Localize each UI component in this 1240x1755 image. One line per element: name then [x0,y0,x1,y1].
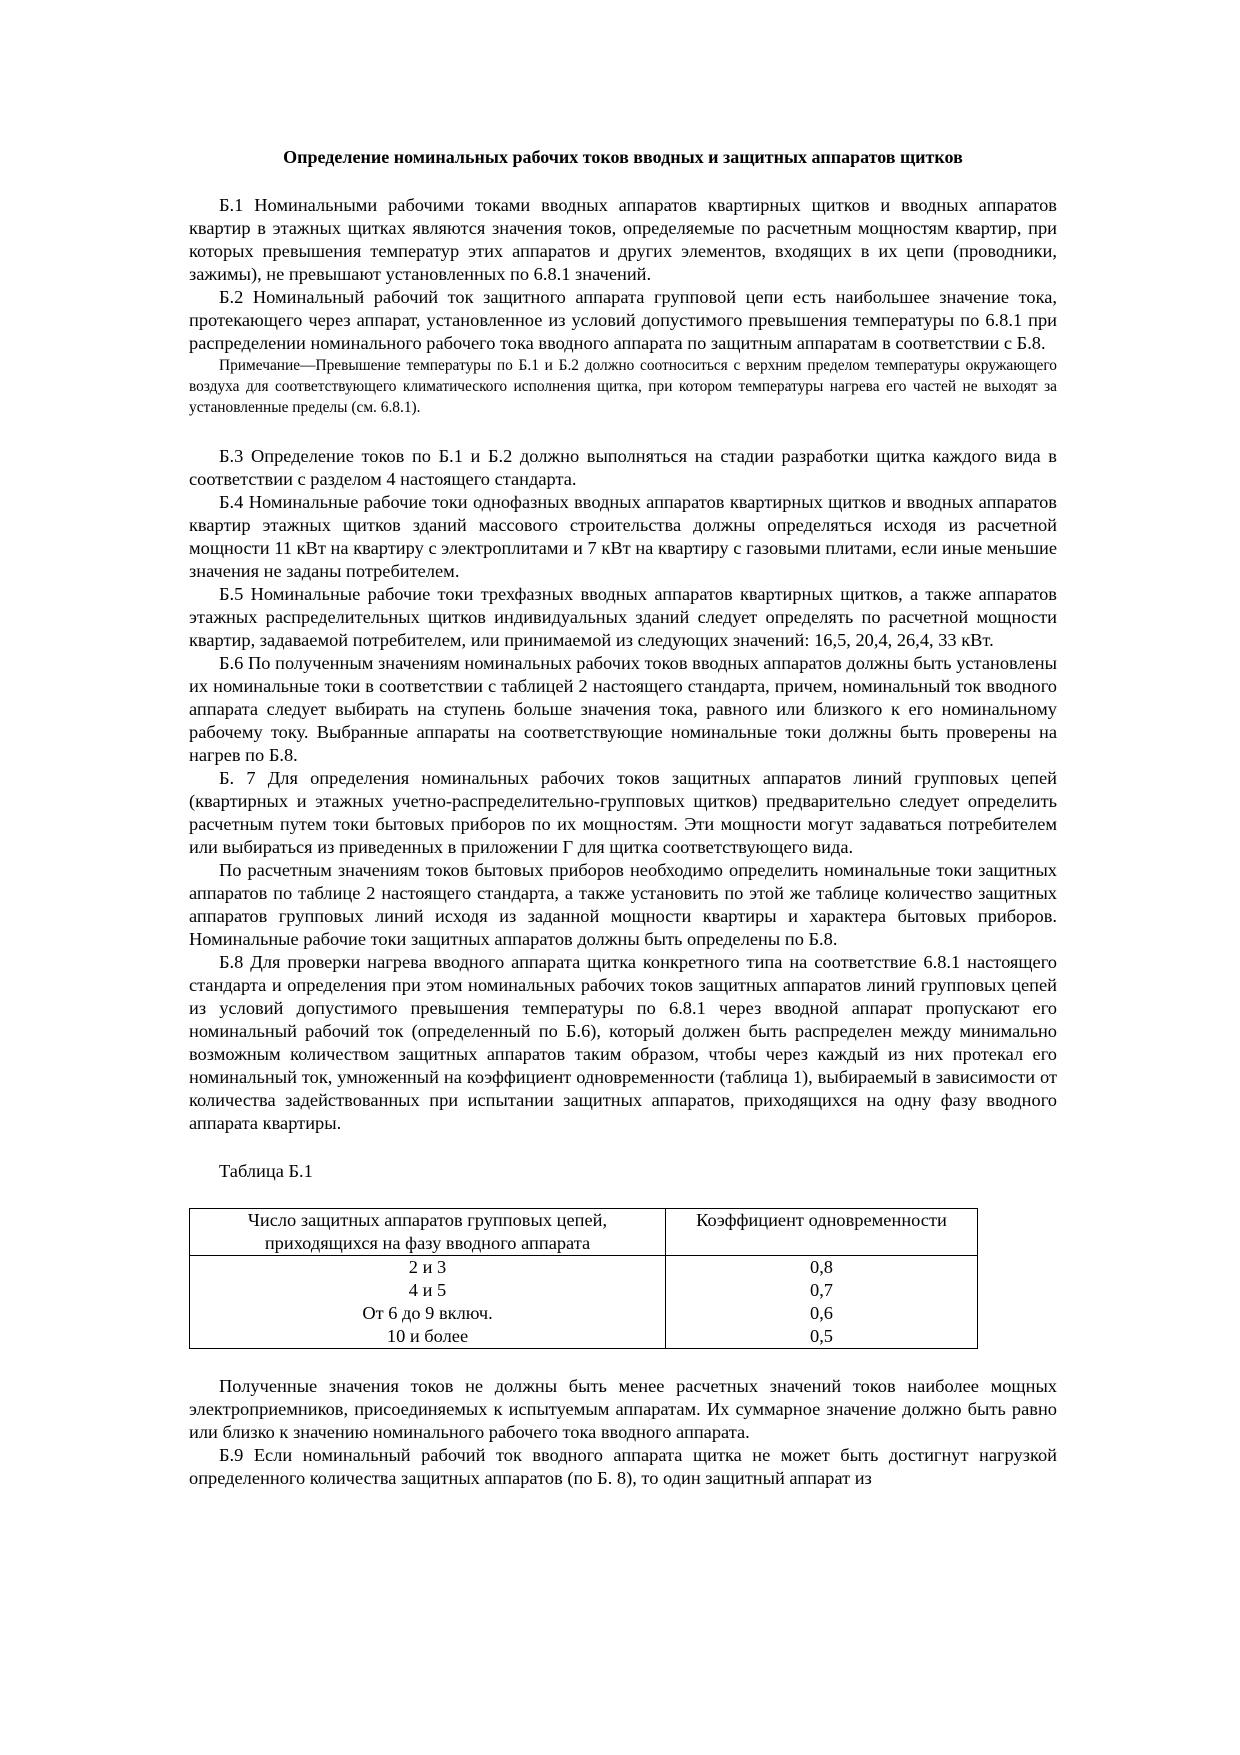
paragraph-b7-continued: По расчетным значениям токов бытовых приборов необходимо определить номинальные токи защитных аппаратов по таблице 2 настоящего стандарта, а также установить по этой же таблице количество защитных аппаратов групповых линий исходя из заданной мощности квартиры и характера бытовых приборов. Номинальные рабочие токи защитных аппаратов должны быть определены по Б.8. [189,860,1057,949]
table-row [190,1302,978,1325]
paragraph-b7: Б. 7 Для определения номинальных рабочих токов защитных аппаратов линий групповых цепей (квартирных и этажных учетно-распределительно-групповых щитков) предварительно следует определить расчетным путем токи бытовых приборов по их мощностям. Эти мощности могут задаваться потребителем или выбираться из приведенных в приложении Г для щитка соответствующего вида. [189,768,1057,857]
table-cell-coefficient: 0,8 [666,1256,978,1280]
paragraph-b1: Б.1 Номинальными рабочими токами вводных аппаратов квартирных щитков и вводных аппаратов квартир в этажных щитках являются значения токов, определяемые по расчетным мощностям квартир, при которых превышения температур этих аппаратов и других элементов, входящих в их цепи (проводники, зажимы), не превышают установленных по 6.8.1 значений. [189,195,1057,284]
table-cell-count: От 6 до 9 включ. [190,1302,666,1325]
paragraph-result: Полученные значения токов не должны быть менее расчетных значений токов наиболее мощных электроприемников, присоединяемых к испытуемым аппаратам. Их суммарное значение должно быть равно или близко к значению номинального рабочего тока вводного аппарата. [189,1376,1057,1442]
document-title: Определение номинальных рабочих токов вводных и защитных аппаратов щитков [283,147,963,167]
paragraph-b8: Б.8 Для проверки нагрева вводного аппарата щитка конкретного типа на соответствие 6.8.1 настоящего стандарта и определения при этом номинальных рабочих токов защитных аппаратов линий групповых цепей из условий допустимого превышения температуры по 6.8.1 через вводной аппарат пропускают его номинальный рабочий ток (определенный по Б.6), который должен быть распределен между минимально возможным количеством защитных аппаратов таким образом, чтобы через каждый из них протекал его номинальный ток, умноженный на коэффициент одновременности (таблица 1), выбираемый в зависимости от количества задействованных при испытании защитных аппаратов, приходящихся на одну фазу вводного аппарата квартиры. [189,952,1057,1133]
table-cell-coefficient: 0,6 [666,1302,978,1325]
paragraph-b9: Б.9 Если номинальный рабочий ток вводного аппарата щитка не может быть достигнут нагрузкой определенного количества защитных аппаратов (по Б. 8), то один защитный аппарат из [189,1445,1057,1488]
paragraph-b4: Б.4 Номинальные рабочие токи однофазных вводных аппаратов квартирных щитков и вводных аппаратов квартир этажных щитков зданий массового строительства должны определяться исходя из расчетной мощности 11 кВт на квартиру с электроплитами и 7 кВт на квартиру с газовыми плитами, если иные меньшие значения не заданы потребителем. [189,492,1057,581]
paragraph-b6: Б.6 По полученным значениям номинальных рабочих токов вводных аппаратов должны быть установлены их номинальные токи в соответствии с таблицей 2 настоящего стандарта, причем, номинальный ток вводного аппарата следует выбирать на ступень больше значения тока, равного или близкого к его номинальному рабочему току. Выбранные аппараты на соответствующие номинальные токи должны быть проверены на нагрев по Б.8. [189,653,1057,765]
table-cell-coefficient: 0,5 [666,1325,978,1349]
table-row [190,1325,978,1349]
table-cell-count: 10 и более [190,1325,666,1349]
paragraph-b3: Б.3 Определение токов по Б.1 и Б.2 должно выполняться на стадии разработки щитка каждого вида в соответствии с разделом 4 настоящего стандарта. [189,446,1057,489]
table-cell-count: 2 и 3 [190,1256,666,1280]
table-row [190,1256,978,1280]
note-paragraph: Примечание—Превышение температуры по Б.1 и Б.2 должно соотноситься с верхним пределом температуры окружающего воздуха для соответствующего климатического исполнения щитка, при котором температуры нагрева его частей не выходят за установленные пределы (см. 6.8.1). [189,357,1057,416]
table-row [190,1279,978,1302]
paragraph-b2: Б.2 Номинальный рабочий ток защитного аппарата групповой цепи есть наибольшее значение тока, протекающего через аппарат, установленное из условий допустимого превышения температуры по 6.8.1 при распределении номинального рабочего тока вводного аппарата по защитным аппаратам в соответствии с Б.8. [189,287,1057,353]
table-header-coefficient: Коэффициент одновременности [666,1209,978,1256]
table-cell-count: 4 и 5 [190,1279,666,1302]
table-cell-coefficient: 0,7 [666,1279,978,1302]
table-header-count: Число защитных аппаратов групповых цепей, приходящихся на фазу вводного аппарата [190,1209,666,1256]
table-header-row [190,1209,978,1256]
paragraph-b5: Б.5 Номинальные рабочие токи трехфазных вводных аппаратов квартирных щитков, а также аппаратов этажных распределительных щитков индивидуальных зданий следует определять по расчетной мощности квартир, задаваемой потребителем, или принимаемой из следующих значений: 16,5, 20,4, 26,4, 33 кВт. [189,584,1057,650]
coefficient-table [189,1208,978,1349]
table-caption: Таблица Б.1 [219,1161,313,1181]
document-body [189,146,1057,1490]
